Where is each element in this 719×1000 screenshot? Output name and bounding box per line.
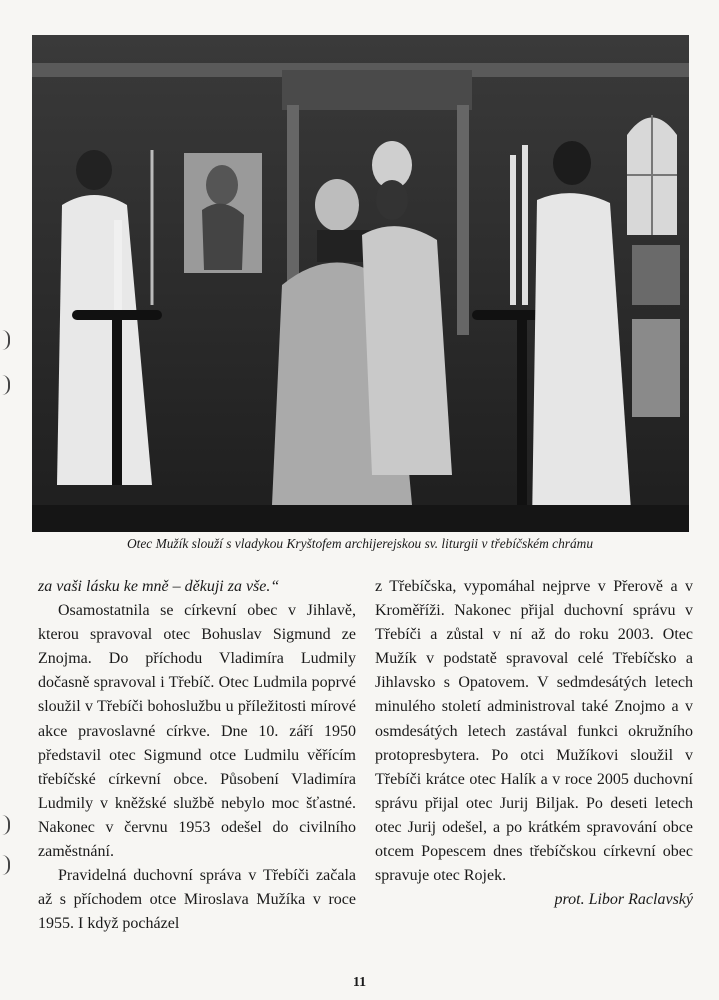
paragraph: Osamostatnila se církevní obec v Jihlavě, kterou spravoval otec Bohuslav Sigmund ze Znojma. Do příchodu Vladimíra Ludmily dočasně spravoval i Třebíč. Otec Ludmila poprvé sloužil v Třebíči bohoslužbu u příležitosti mírové akce pravoslavné církve. Dne 10. září 1950 představil otec Sigmund otce Ludmilu věřícím třebíčské církevní obce. Působení Vladimíra Ludmily v kněžské službě nebylo moc šťastné. Nakonec v červnu 1953 odešel do civilního zaměstnání. (38, 602, 356, 861)
photo-caption: Otec Mužík slouží s vladykou Kryštofem archijerejskou sv. liturgii v třebíčském chrámu (126, 536, 594, 551)
margin-mark (2, 330, 10, 350)
paragraph: z Třebíčska, vypomáhal nejprve v Přerově a v Kroměříži. Nakonec přijal duchovní správu v Třebíči a zůstal v ní až do roku 2003. Otec Mužík v podstatě spravoval celé Třebíčsko a Jihlavsko s Opatovem. V sedmdesátých letech minulého století administroval také Znojmo a v osmdesátých letech zastával funkci okružního protopresbytera. Po otci Mužíkovi sloužil v Třebíči krátce otec Halík a v roce 2005 duchovní správu přijal otec Jurij Biljak. Po deseti letech otec Jurij odešel, a po krátkém spravování obce otcem Popescem dnes třebíčskou církevní obec spravuje otec Rojek. (375, 578, 693, 885)
right-column (375, 575, 693, 912)
photo-illustration (32, 35, 689, 532)
author-signature: prot. Libor Raclavský (554, 891, 693, 909)
margin-mark (2, 375, 10, 395)
margin-mark (2, 815, 10, 835)
paragraph: za vaši lásku ke mně – děkuji za vše.“ (38, 578, 280, 595)
liturgy-photo (32, 35, 689, 532)
paragraph: Pravidelná duchovní správa v Třebíči začala až s příchodem otce Miroslava Mužíka v roce 1955. I když pocházel (38, 867, 356, 933)
margin-mark (2, 855, 10, 875)
left-column (38, 575, 356, 936)
page-number: 11 (352, 975, 367, 990)
